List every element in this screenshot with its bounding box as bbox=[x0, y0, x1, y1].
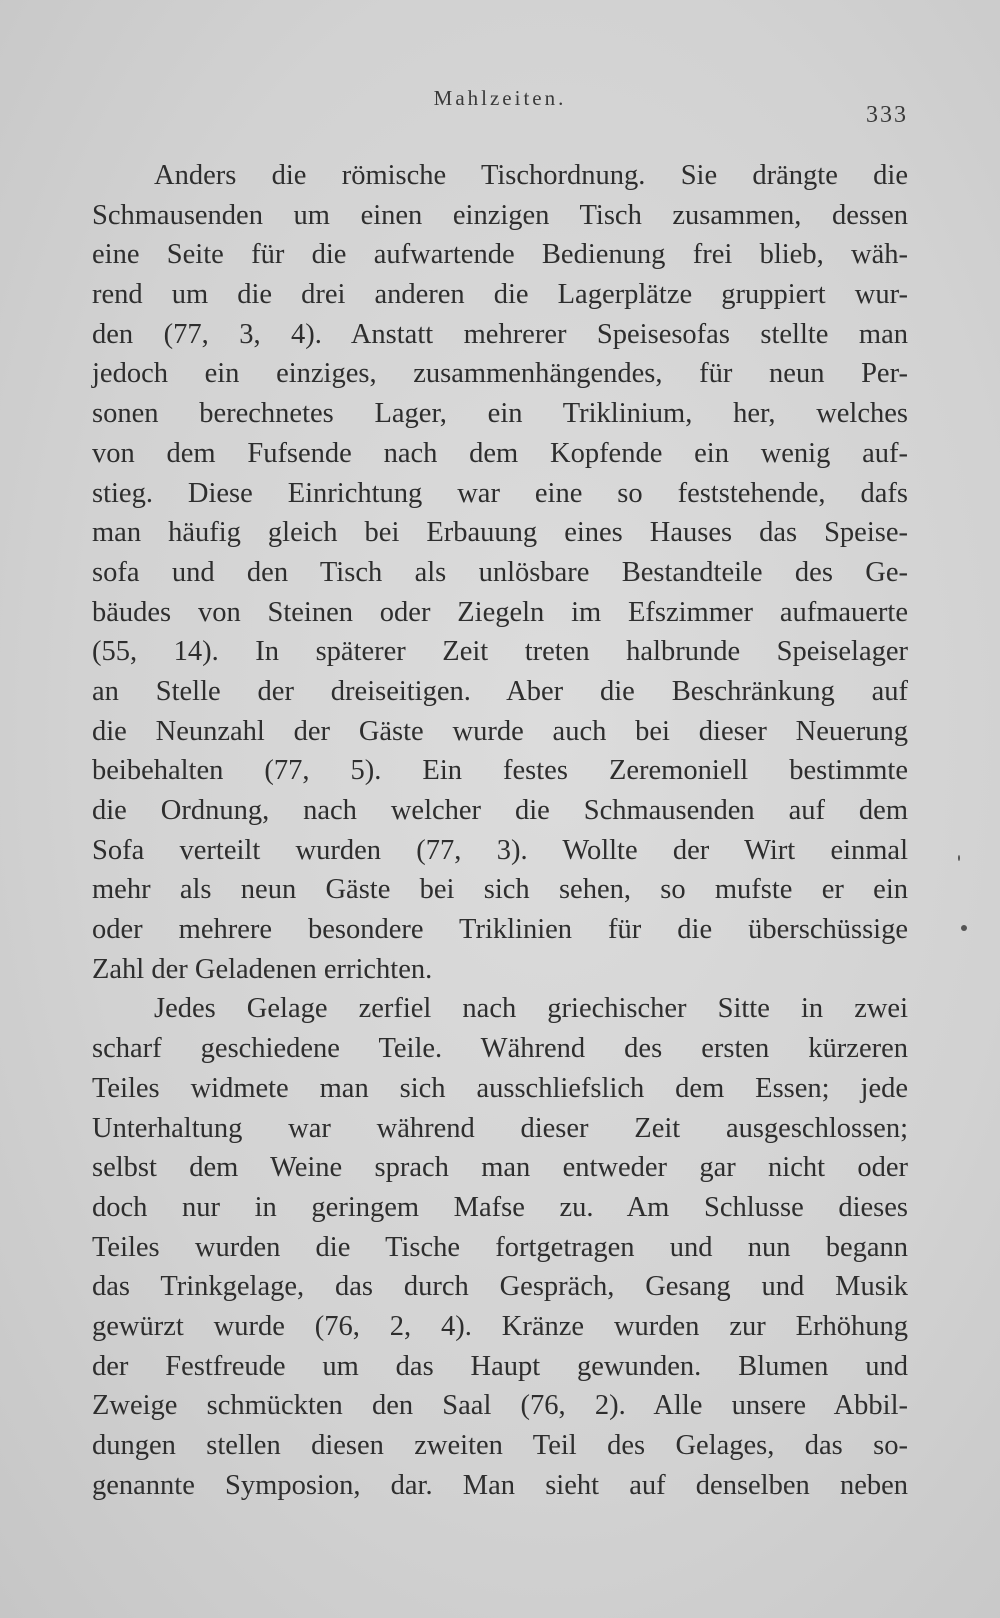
text-line: man häufig gleich bei Erbauung eines Hauses das Speise- bbox=[92, 517, 908, 549]
text-line: selbst dem Weine sprach man entweder gar nicht oder bbox=[92, 1152, 908, 1184]
text-line: Teiles widmete man sich ausschliefslich dem Essen; jede bbox=[92, 1072, 908, 1104]
text-line: dungen stellen diesen zweiten Teil des Gelages, das so- bbox=[92, 1430, 908, 1461]
text-line: jedoch ein einziges, zusammenhängendes, für neun Per- bbox=[92, 358, 908, 390]
running-head bbox=[92, 86, 908, 126]
text-line: genannte Symposion, dar. Man sieht auf denselben neben bbox=[92, 1469, 908, 1501]
text-line: oder mehrere besondere Triklinien für die überschüssige bbox=[92, 914, 908, 946]
text-line: Zahl der Geladenen errichten. bbox=[92, 953, 433, 985]
text-line: Schmausenden um einen einzigen Tisch zusammen, dessen bbox=[92, 199, 908, 231]
text-line: Sofa verteilt wurden (77, 3). Wollte der Wirt einmal bbox=[92, 834, 908, 866]
page-number: 333 bbox=[866, 102, 908, 128]
text-line: sofa und den Tisch als unlösbare Bestandteile des Ge- bbox=[92, 556, 908, 588]
text-line: Anders die römische Tischordnung. Sie drängte die bbox=[154, 160, 908, 191]
margin-speck bbox=[958, 855, 960, 861]
text-line: den (77, 3, 4). Anstatt mehrerer Speisesofas stellte man bbox=[92, 318, 908, 350]
text-line: Teiles wurden die Tische fortgetragen und nun begann bbox=[92, 1231, 908, 1263]
text-line: die Ordnung, nach welcher die Schmausenden auf dem bbox=[92, 795, 908, 826]
text-line: (55, 14). In späterer Zeit treten halbrunde Speiselager bbox=[92, 636, 908, 668]
text-line: sonen berechnetes Lager, ein Triklinium, her, welches bbox=[92, 398, 908, 430]
text-line: rend um die drei anderen die Lagerplätze gruppiert wur- bbox=[92, 279, 908, 311]
text-line: das Trinkgelage, das durch Gespräch, Gesang und Musik bbox=[92, 1271, 908, 1303]
text-line: der Festfreude um das Haupt gewunden. Blumen und bbox=[92, 1350, 908, 1382]
text-line: Zweige schmückten den Saal (76, 2). Alle unsere Abbil- bbox=[92, 1390, 908, 1422]
text-line: von dem Fufsende nach dem Kopfende ein wenig auf- bbox=[92, 437, 908, 469]
text-line: Jedes Gelage zerfiel nach griechischer Sitte in zwei bbox=[154, 993, 908, 1025]
text-line: scharf geschiedene Teile. Während des ersten kürzeren bbox=[92, 1033, 908, 1065]
margin-speck bbox=[961, 925, 967, 931]
text-line: bäudes von Steinen oder Ziegeln im Efszimmer aufmauerte bbox=[92, 596, 908, 628]
text-line: die Neunzahl der Gäste wurde auch bei dieser Neuerung bbox=[92, 715, 908, 747]
text-line: Unterhaltung war während dieser Zeit ausgeschlossen; bbox=[92, 1112, 908, 1144]
text-line: beibehalten (77, 5). Ein festes Zeremoniell bestimmte bbox=[92, 755, 908, 787]
paragraph bbox=[92, 156, 908, 989]
text-line: an Stelle der dreiseitigen. Aber die Beschränkung auf bbox=[92, 675, 908, 707]
chapter-title: Mahlzeiten. bbox=[433, 86, 567, 110]
text-line: stieg. Diese Einrichtung war eine so feststehende, dafs bbox=[92, 477, 908, 509]
text-line: doch nur in geringem Mafse zu. Am Schlusse dieses bbox=[92, 1191, 908, 1223]
text-line: gewürzt wurde (76, 2, 4). Kränze wurden zur Erhöhung bbox=[92, 1310, 908, 1342]
paragraph bbox=[92, 989, 908, 1505]
text-line: eine Seite für die aufwartende Bedienung frei blieb, wäh- bbox=[92, 239, 908, 271]
body-text bbox=[92, 156, 908, 1505]
text-line: mehr als neun Gäste bei sich sehen, so mufste er ein bbox=[92, 874, 908, 906]
